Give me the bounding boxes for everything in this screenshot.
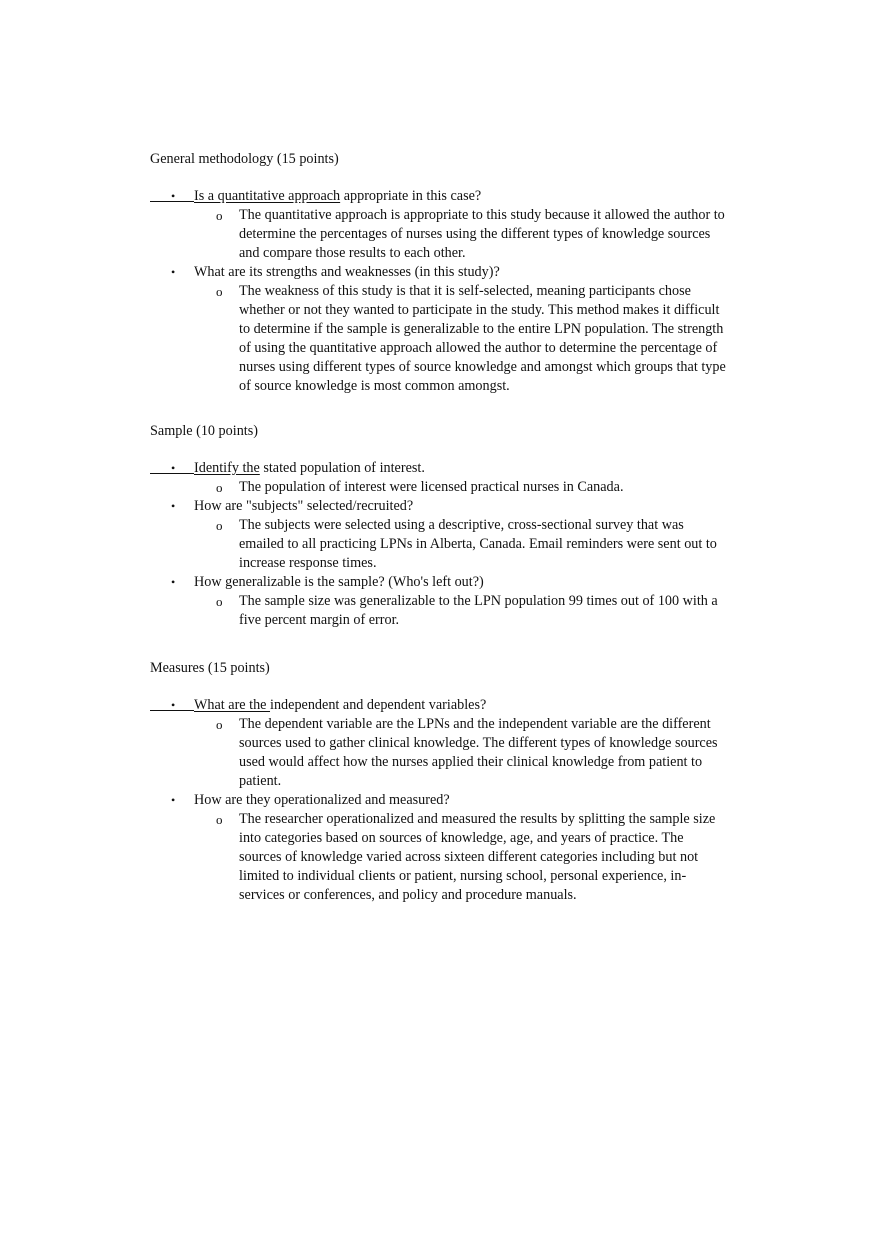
question-underlined-text: Is a quantitative approach: [194, 188, 341, 204]
question-item: [150, 497, 750, 516]
question-text: stated population of interest.: [259, 460, 425, 476]
answer-text: The subjects were selected using a descriptive, cross-sectional survey that was emailed to all practicing LPNs in Alberta, Canada. Email reminders were sent out to increase response times.: [239, 517, 717, 571]
question-item: [150, 263, 750, 282]
sub-bullet-icon: o: [216, 594, 223, 609]
bullet-icon: •: [171, 499, 176, 513]
section-measures: [150, 659, 750, 905]
section-general-methodology: [150, 150, 750, 396]
sub-bullet-icon: o: [216, 518, 223, 533]
question-text: How are they operationalized and measured?: [194, 792, 450, 808]
bullet-icon: •: [171, 575, 176, 589]
question-item: [150, 696, 750, 715]
bullet-icon: •: [171, 189, 176, 203]
question-underlined-text: Identify the: [194, 460, 260, 476]
question-text: independent and dependent variables?: [270, 697, 487, 713]
question-item: [150, 459, 750, 478]
sub-bullet-icon: o: [216, 284, 223, 299]
answer-text: The sample size was generalizable to the LPN population 99 times out of 100 with a five percent margin of error.: [239, 593, 718, 628]
sub-bullet-icon: o: [216, 812, 223, 827]
answer-text: The researcher operationalized and measured the results by splitting the sample size into categories based on sources of knowledge, age, and years of practice. The sources of knowledge varied across sixteen different categories including but not limited to individual clients or patient, nursing school, personal experience, in-services or conferences, and policy and procedure manuals.: [239, 811, 716, 903]
question-text: appropriate in this case?: [340, 188, 482, 204]
answer-text: The quantitative approach is appropriate to this study because it allowed the author to determine the percentages of nurses using the different types of knowledge sources and compare those results to each other.: [239, 207, 725, 261]
question-item: [150, 791, 750, 810]
bullet-icon: •: [171, 265, 176, 279]
section-title: General methodology (15 points): [150, 151, 339, 167]
question-text: How generalizable is the sample? (Who's left out?): [194, 574, 484, 590]
answer-item: [150, 516, 729, 573]
sub-bullet-icon: o: [216, 208, 223, 223]
section-title: Sample (10 points): [150, 423, 258, 439]
bullet-icon: •: [171, 698, 176, 712]
question-text: How are "subjects" selected/recruited?: [194, 498, 414, 514]
question-item: [150, 187, 750, 206]
answer-item: [150, 715, 729, 791]
question-item: [150, 573, 750, 592]
sub-bullet-icon: o: [216, 480, 223, 495]
answer-item: [150, 282, 729, 396]
answer-item: [150, 478, 729, 497]
question-text: What are its strengths and weaknesses (in this study)?: [194, 264, 500, 280]
sub-bullet-icon: o: [216, 717, 223, 732]
answer-text: The weakness of this study is that it is self-selected, meaning participants chose whether or not they wanted to participate in the study. This method makes it difficult to determine if the sample is generalizable to the entire LPN population. The strength of using the quantitative approach allowed the author to determine the percentage of nurses using different types of source knowledge and amongst which groups that type of source knowledge is most common amongst.: [239, 283, 726, 394]
bullet-icon: •: [171, 793, 176, 807]
question-underlined-text: What are the: [194, 697, 271, 713]
bullet-icon: •: [171, 461, 176, 475]
answer-text: The population of interest were licensed practical nurses in Canada.: [239, 479, 624, 495]
answer-item: [150, 592, 729, 630]
answer-item: [150, 206, 729, 263]
answer-item: [150, 810, 729, 905]
section-title: Measures (15 points): [150, 660, 270, 676]
answer-text: The dependent variable are the LPNs and the independent variable are the different sources used to gather clinical knowledge. The different types of knowledge sources used would affect how the nurses applied their clinical knowledge from patient to patient.: [239, 716, 718, 789]
section-sample: [150, 422, 750, 630]
